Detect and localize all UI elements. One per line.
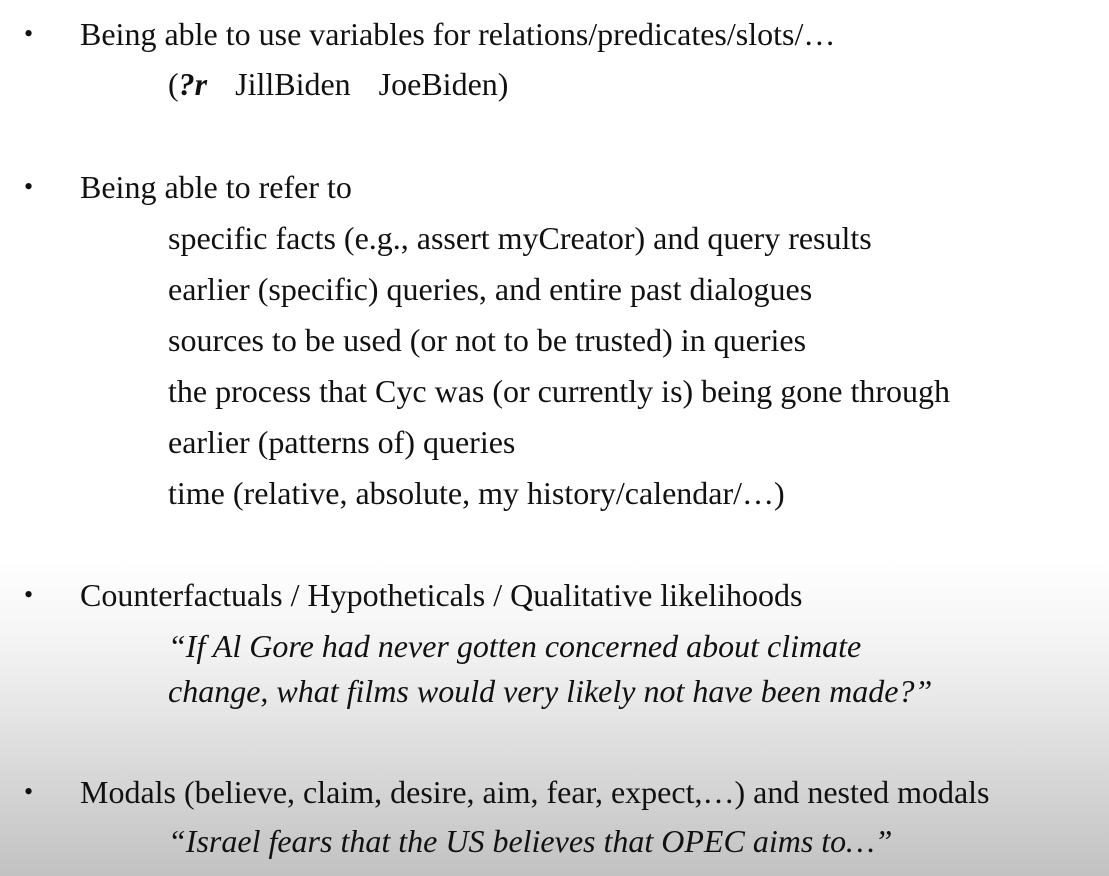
refer-item: specific facts (e.g., assert myCreator) and query results [168,220,872,256]
bullet-marker: • [24,19,34,48]
refer-item: the process that Cyc was (or currently is) being gone through [168,373,951,409]
bullet-marker: • [24,777,34,806]
example-arg1: JillBiden [235,66,351,102]
refer-item: sources to be used (or not to be trusted) in queries [168,322,807,358]
example-close-paren: ) [497,66,509,102]
modals-quote: “Israel fears that the US believes that OPEC aims to…” [168,823,893,859]
refer-item: time (relative, absolute, my history/calendar/…) [168,475,785,511]
example-arg2: JoeBiden [378,66,498,102]
example-open-paren: ( [168,66,179,102]
bullet-refer-to: Being able to refer to [80,169,352,205]
bullet-counterfactuals: Counterfactuals / Hypotheticals / Qualitative likelihoods [80,577,803,613]
bullet-marker: • [24,580,34,609]
refer-item: earlier (specific) queries, and entire past dialogues [168,271,813,307]
variable-example [168,64,508,104]
bullet-marker: • [24,172,34,201]
counterfactual-quote-line2: change, what films would very likely not have been made?” [168,673,933,709]
bullet-modals: Modals (believe, claim, desire, aim, fear, expect,…) and nested modals [80,774,990,810]
refer-item: earlier (patterns of) queries [168,424,516,460]
counterfactual-quote-line1: “If Al Gore had never gotten concerned about climate [168,628,862,664]
example-variable: ?r [178,66,208,102]
bullet-variables: Being able to use variables for relations/predicates/slots/… [80,16,836,52]
